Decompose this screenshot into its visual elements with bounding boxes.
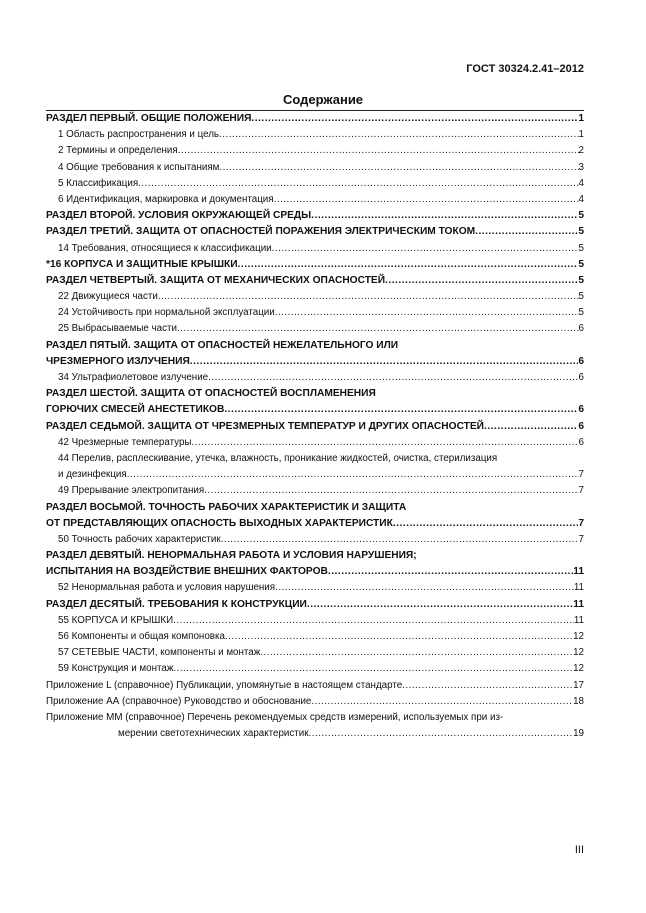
toc-entry[interactable] — [46, 678, 584, 694]
dot-leader — [385, 273, 578, 289]
toc-entry-label: 4 Общие требования к испытаниям — [58, 161, 220, 173]
toc-entry-page: 5 — [578, 258, 584, 270]
dot-leader — [178, 143, 579, 159]
dot-leader — [138, 176, 578, 192]
dot-leader — [225, 629, 573, 645]
toc-entry-label: 34 Ультрафиолетовое излучение — [58, 372, 209, 383]
toc-entry-label: мерении светотехнических характеристик — [118, 728, 309, 740]
dot-leader — [484, 419, 578, 435]
page-title: Содержание — [282, 92, 364, 107]
toc-entry[interactable] — [46, 645, 584, 661]
dot-leader — [309, 726, 574, 742]
toc-entry-page: 5 — [578, 274, 584, 286]
toc-entry-page: 12 — [573, 663, 584, 675]
toc-entry[interactable] — [46, 143, 584, 159]
toc-entry-label: РАЗДЕЛ ПЯТЫЙ. ЗАЩИТА ОТ ОПАСНОСТЕЙ НЕЖЕЛАТЕЛЬНОГО ИЛИ — [46, 339, 399, 351]
dot-leader — [173, 613, 574, 629]
toc-entry[interactable] — [46, 208, 584, 224]
toc-entry-label: 2 Термины и определения — [58, 145, 178, 157]
toc-entry[interactable] — [46, 548, 584, 564]
toc-entry[interactable] — [46, 726, 584, 742]
toc-entry-page: 6 — [578, 355, 584, 367]
toc-entry-page: 6 — [578, 372, 584, 383]
dot-leader — [238, 257, 579, 273]
toc-entry-label: РАЗДЕЛ ДЕВЯТЫЙ. НЕНОРМАЛЬНАЯ РАБОТА И УСЛОВИЯ НАРУШЕНИЯ; — [46, 550, 417, 562]
toc-entry-label: 42 Чрезмерные температуры — [58, 436, 192, 448]
toc-entry-page: 4 — [578, 177, 584, 189]
toc-entry-label: 56 Компоненты и общая компоновка — [58, 631, 225, 642]
toc-entry-page: 7 — [578, 517, 584, 529]
toc-entry-page: 17 — [573, 679, 584, 691]
toc-entry[interactable] — [46, 435, 584, 451]
toc-entry[interactable] — [46, 500, 584, 516]
toc-entry-label: 25 Выбрасываемые части — [58, 323, 177, 335]
dot-leader — [251, 111, 578, 127]
toc-entry-page: 1 — [578, 113, 584, 124]
toc-entry[interactable] — [46, 127, 584, 143]
dot-leader — [177, 321, 579, 337]
toc-entry-page: 11 — [573, 598, 584, 610]
dot-leader — [190, 354, 579, 370]
toc-entry[interactable] — [46, 386, 584, 402]
toc-entry[interactable] — [46, 273, 584, 289]
toc-entry-page: 4 — [578, 193, 584, 205]
toc-entry-label: и дезинфекция — [58, 469, 127, 481]
toc-entry[interactable] — [46, 532, 584, 548]
dot-leader — [275, 305, 579, 321]
toc-entry-page: 11 — [573, 582, 584, 594]
toc-entry-label: РАЗДЕЛ СЕДЬМОЙ. ЗАЩИТА ОТ ЧРЕЗМЕРНЫХ ТЕМПЕРАТУР И ДРУГИХ ОПАСНОСТЕЙ — [46, 420, 485, 432]
toc-entry-label: РАЗДЕЛ ЧЕТВЕРТЫЙ. ЗАЩИТА ОТ МЕХАНИЧЕСКИХ ОПАСНОСТЕЙ — [46, 274, 386, 286]
toc-entry[interactable] — [46, 580, 584, 596]
dot-leader — [307, 597, 573, 613]
dot-leader — [158, 289, 579, 305]
dot-leader — [311, 208, 578, 224]
toc-entry[interactable] — [46, 305, 584, 321]
toc-entry-page: 19 — [573, 728, 584, 740]
toc-entry-page: 7 — [578, 485, 584, 497]
toc-entry[interactable] — [46, 629, 584, 645]
toc-entry-page: 5 — [578, 226, 584, 238]
toc-entry-label: РАЗДЕЛ ВТОРОЙ. УСЛОВИЯ ОКРУЖАЮЩЕЙ СРЕДЫ — [46, 210, 312, 222]
toc-entry[interactable] — [46, 176, 584, 192]
toc-entry-page: 11 — [573, 566, 584, 578]
toc-entry-label: 49 Прерывание электропитания — [58, 485, 205, 497]
toc-entry[interactable] — [46, 467, 584, 483]
toc-entry-page: 12 — [573, 647, 584, 659]
toc-entry-label: 6 Идентификация, маркировка и документация — [58, 193, 274, 205]
dot-leader — [393, 516, 579, 532]
toc-entry-label: 24 Устойчивость при нормальной эксплуатации — [58, 307, 275, 319]
toc-entry[interactable] — [46, 564, 584, 580]
toc-entry[interactable] — [46, 289, 584, 305]
dot-leader — [260, 645, 573, 661]
dot-leader — [402, 678, 573, 694]
toc-entry[interactable] — [46, 257, 584, 273]
toc-entry-page: 11 — [573, 614, 584, 626]
toc-entry-label: ГОРЮЧИХ СМЕСЕЙ АНЕСТЕТИКОВ — [46, 404, 225, 416]
dot-leader — [219, 127, 579, 143]
toc-entry[interactable] — [46, 402, 584, 418]
toc-entry-page: 5 — [578, 242, 584, 254]
toc-entry[interactable] — [46, 224, 584, 240]
dot-leader — [274, 192, 579, 208]
table-of-contents — [46, 110, 584, 742]
dot-leader — [127, 467, 579, 483]
dot-leader — [204, 483, 578, 499]
dot-leader — [475, 224, 578, 240]
toc-entry-label: ЧРЕЗМЕРНОГО ИЗЛУЧЕНИЯ — [46, 355, 190, 367]
toc-entry[interactable] — [46, 451, 584, 467]
dot-leader — [219, 160, 578, 176]
toc-entry-page: 5 — [578, 210, 584, 222]
toc-entry-page: 6 — [578, 404, 584, 416]
toc-entry-label: РАЗДЕЛ ТРЕТИЙ. ЗАЩИТА ОТ ОПАСНОСТЕЙ ПОРАЖЕНИЯ ЭЛЕКТРИЧЕСКИМ ТОКОМ — [46, 226, 476, 238]
toc-entry-label: 14 Требования, относящиеся к классификации — [58, 242, 272, 254]
toc-entry[interactable] — [46, 354, 584, 370]
toc-entry-page: 6 — [578, 436, 584, 448]
document-code: ГОСТ 30324.2.41–2012 — [466, 63, 584, 75]
toc-entry-page: 18 — [573, 695, 584, 707]
toc-entry-page: 2 — [578, 145, 584, 157]
dot-leader — [275, 580, 574, 596]
toc-entry-label: 59 Конструкция и монтаж — [58, 663, 174, 675]
toc-entry[interactable] — [46, 192, 584, 208]
toc-entry[interactable] — [46, 370, 584, 386]
toc-entry-label: *16 КОРПУСА И ЗАЩИТНЫЕ КРЫШКИ — [46, 258, 238, 270]
toc-entry[interactable] — [46, 160, 584, 176]
toc-entry[interactable] — [46, 661, 584, 677]
toc-entry-page: 1 — [578, 129, 584, 141]
toc-entry[interactable] — [46, 338, 584, 354]
dot-leader — [224, 402, 578, 418]
toc-entry[interactable] — [46, 694, 584, 710]
toc-entry[interactable] — [46, 241, 584, 257]
toc-entry-label: РАЗДЕЛ ШЕСТОЙ. ЗАЩИТА ОТ ОПАСНОСТЕЙ ВОСПЛАМЕНЕНИЯ — [46, 388, 376, 400]
toc-entry[interactable] — [46, 516, 584, 532]
toc-entry[interactable] — [46, 110, 584, 127]
toc-entry[interactable] — [46, 597, 584, 613]
dot-leader — [328, 564, 573, 580]
dot-leader — [221, 532, 579, 548]
toc-entry-label: 22 Движущиеся части — [58, 291, 158, 303]
dot-leader — [208, 370, 578, 386]
toc-entry-label: Приложение ММ (справочное) Перечень рекомендуемых средств измерений, используемых при из- — [46, 711, 504, 723]
toc-entry[interactable] — [46, 483, 584, 499]
toc-entry-label: 1 Область распространения и цель — [58, 129, 220, 141]
dot-leader — [272, 241, 579, 257]
toc-entry-label: РАЗДЕЛ ПЕРВЫЙ. ОБЩИЕ ПОЛОЖЕНИЯ — [46, 113, 252, 124]
dot-leader — [191, 435, 578, 451]
toc-entry-label: 55 КОРПУСА И КРЫШКИ — [58, 614, 174, 626]
toc-entry-label: 57 СЕТЕВЫЕ ЧАСТИ, компоненты и монтаж — [58, 647, 261, 659]
toc-entry-label: ОТ ПРЕДСТАВЛЯЮЩИХ ОПАСНОСТЬ ВЫХОДНЫХ ХАРАКТЕРИСТИК — [46, 517, 393, 529]
toc-entry-label: Приложение L (справочное) Публикации, упомянутые в настоящем стандарте — [46, 679, 403, 691]
toc-entry-label: 44 Перелив, расплескивание, утечка, влажность, проникание жидкостей, очистка, стерилизация — [58, 452, 498, 464]
toc-entry[interactable] — [46, 710, 584, 726]
toc-entry-page: 7 — [578, 469, 584, 481]
toc-entry-page: 6 — [578, 323, 584, 335]
toc-entry-label: 52 Ненормальная работа и условия нарушения — [58, 582, 276, 594]
page-number: III — [574, 844, 584, 856]
toc-entry-page: 5 — [578, 307, 584, 319]
toc-entry-label: РАЗДЕЛ ДЕСЯТЫЙ. ТРЕБОВАНИЯ К КОНСТРУКЦИИ — [46, 598, 307, 610]
toc-entry-label: Приложение АА (справочное) Руководство и обоснование — [46, 695, 312, 707]
toc-entry-label: 50 Точность рабочих характеристик — [58, 533, 221, 545]
toc-entry[interactable] — [46, 321, 584, 337]
toc-entry-label: РАЗДЕЛ ВОСЬМОЙ. ТОЧНОСТЬ РАБОЧИХ ХАРАКТЕРИСТИК И ЗАЩИТА — [46, 501, 407, 513]
toc-entry-page: 6 — [578, 420, 584, 432]
dot-leader — [173, 661, 573, 677]
toc-entry-label: 5 Классификация — [58, 177, 139, 189]
toc-entry-page: 12 — [573, 631, 584, 642]
toc-entry-label: ИСПЫТАНИЯ НА ВОЗДЕЙСТВИЕ ВНЕШНИХ ФАКТОРОВ — [46, 566, 328, 578]
toc-entry[interactable] — [46, 613, 584, 629]
toc-entry-page: 7 — [578, 533, 584, 545]
toc-entry-page: 5 — [578, 291, 584, 303]
toc-entry[interactable] — [46, 419, 584, 435]
dot-leader — [311, 694, 573, 710]
toc-entry-page: 3 — [578, 161, 584, 173]
